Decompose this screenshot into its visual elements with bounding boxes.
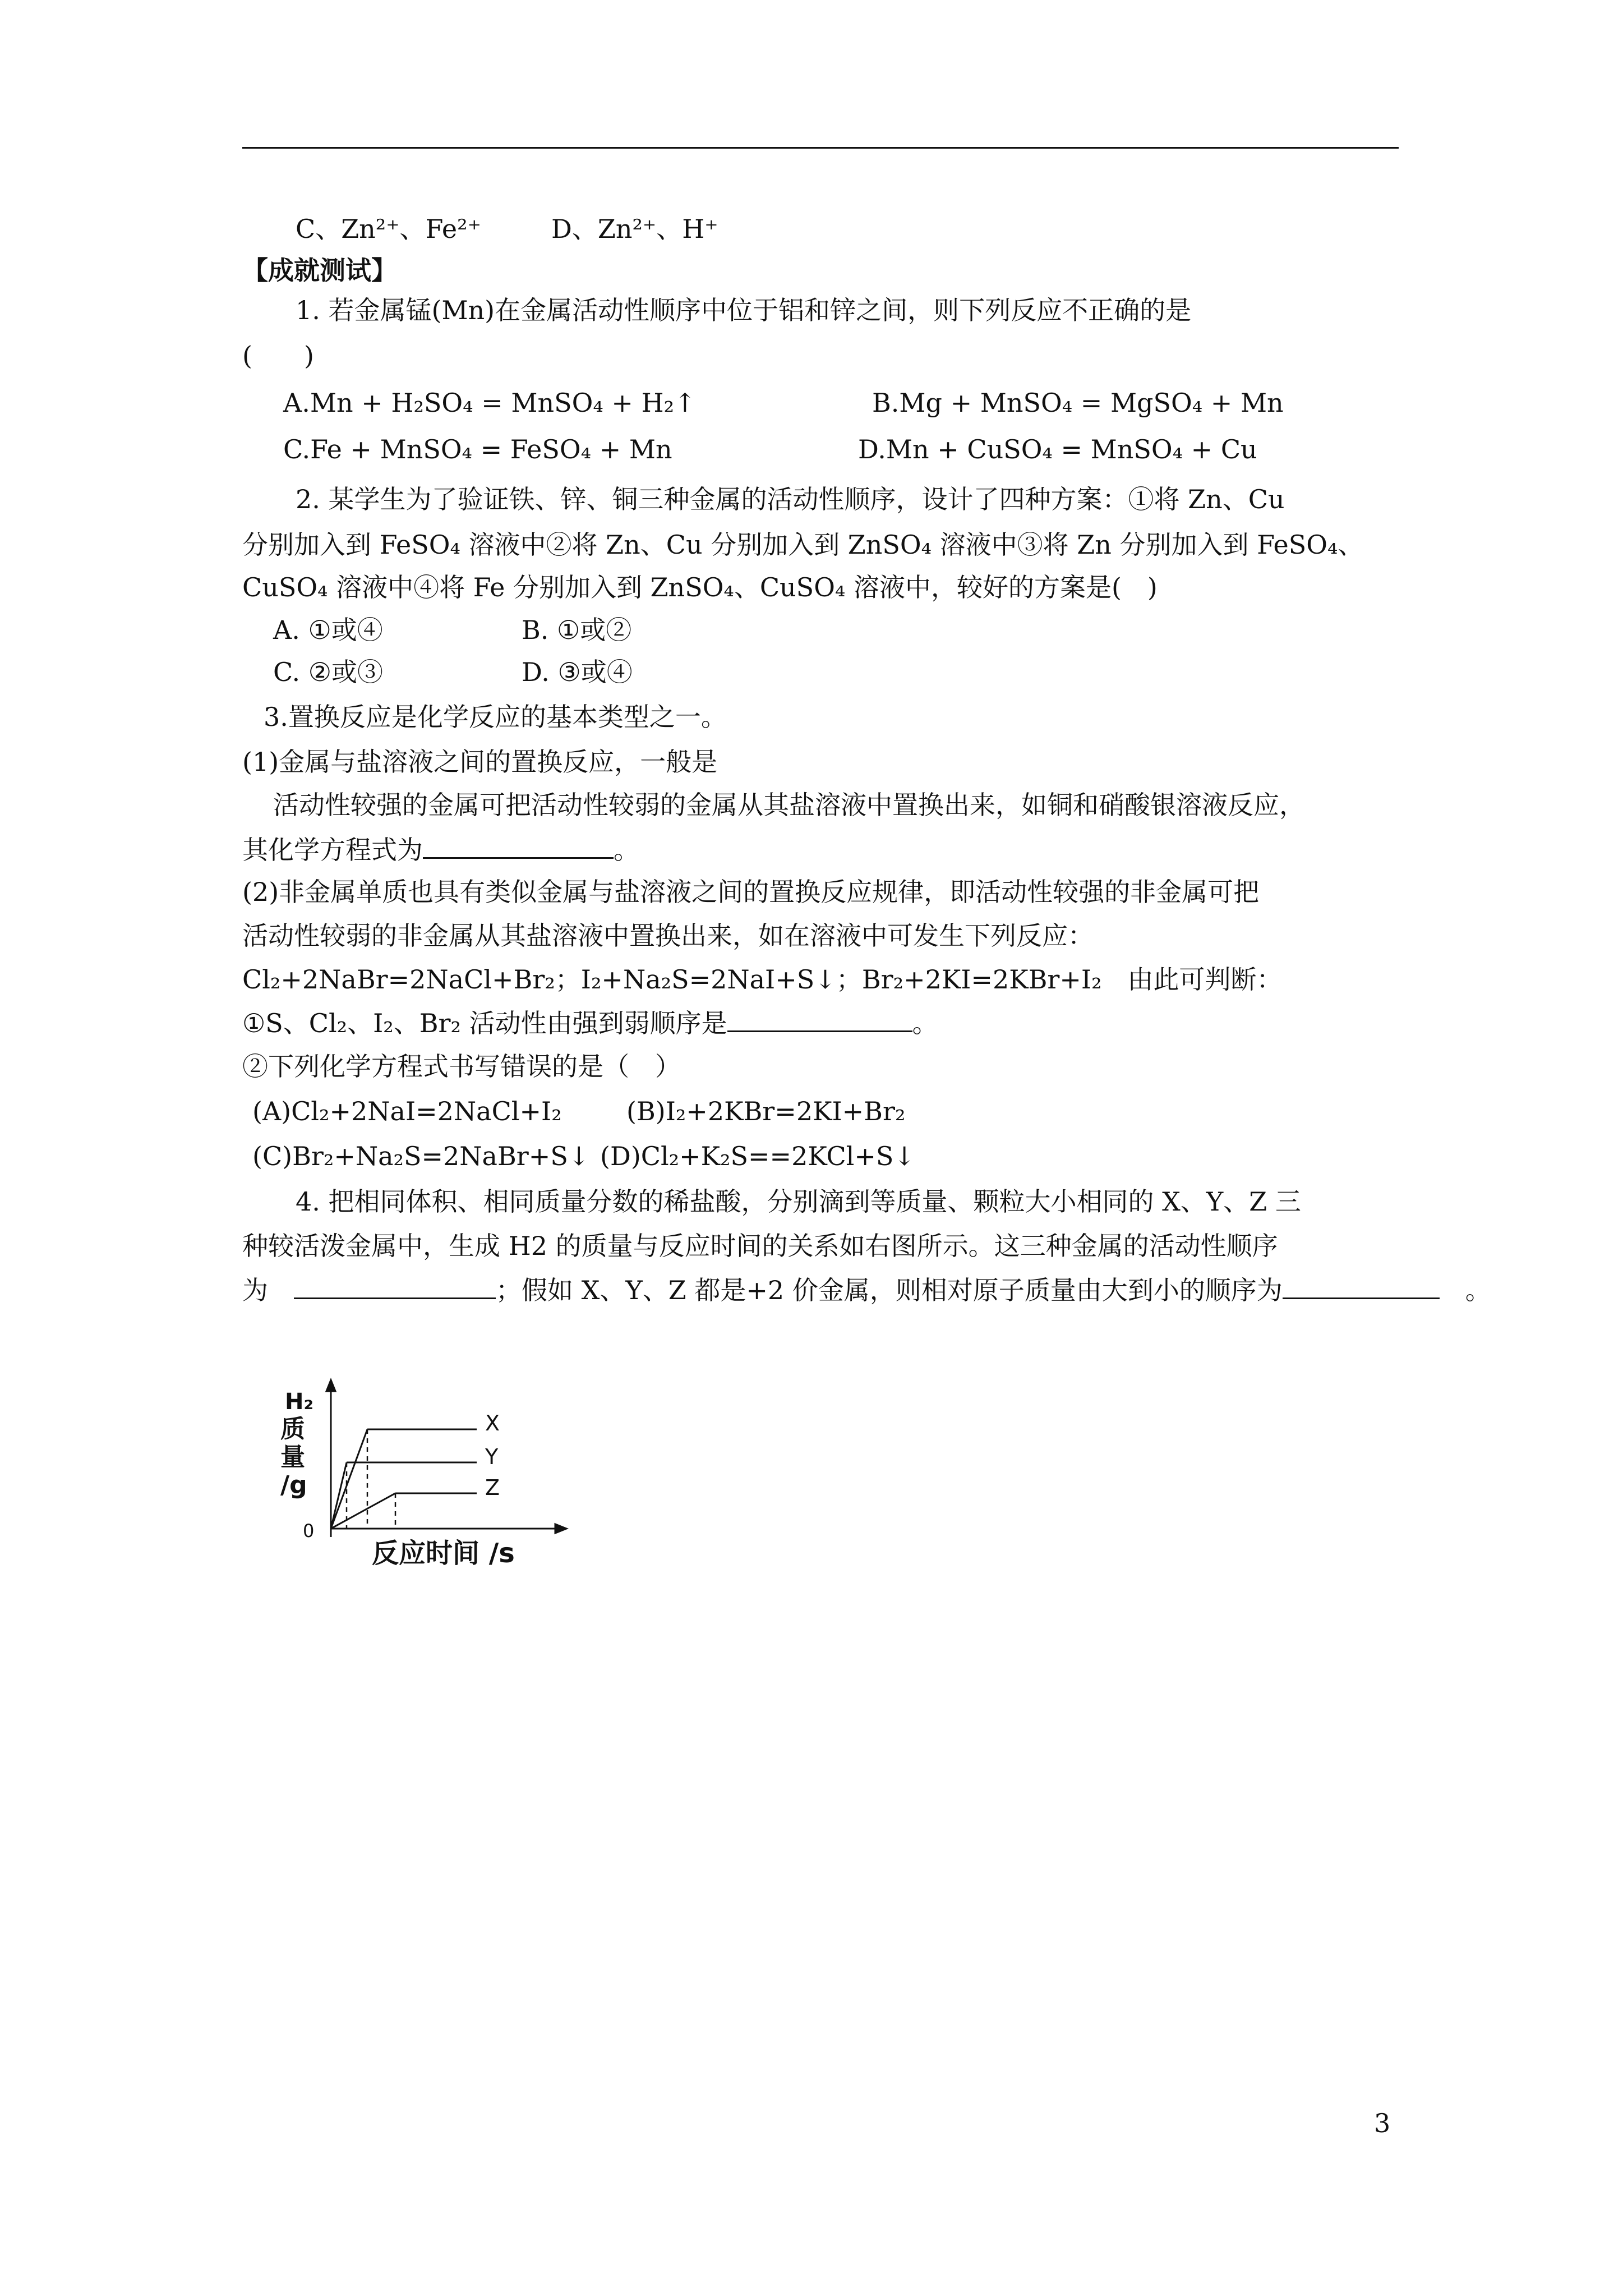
series-label-z: Z — [485, 1475, 500, 1500]
q2-option-d: D. ③或④ — [522, 657, 633, 687]
curve-x-rise — [331, 1429, 367, 1529]
curve-y-rise — [331, 1462, 347, 1529]
y-axis-label-unit: /g — [280, 1471, 307, 1499]
y-axis-label-liang: 量 — [280, 1443, 305, 1471]
q2-option-c: C. ②或③ — [273, 657, 384, 687]
q3-sub1-text: ①S、Cl₂、I₂、Br₂ 活动性由强到弱顺序是 — [242, 1008, 727, 1038]
prev-option-d: D、Zn²⁺、H⁺ — [551, 214, 718, 244]
y-axis-label-zhi: 质 — [280, 1415, 305, 1443]
q1-paren: ( ) — [242, 341, 314, 371]
q3-part1-line3 — [242, 832, 639, 867]
q2-line3: CuSO₄ 溶液中④将 Fe 分别加入到 ZnSO₄、CuSO₄ 溶液中，较好的方案是( ) — [242, 572, 1158, 602]
series-label-y: Y — [485, 1444, 499, 1469]
answer-blank-equation[interactable] — [423, 832, 614, 859]
q2-option-a: A. ①或④ — [273, 615, 383, 645]
q1-option-c: C.Fe + MnSO₄ = FeSO₄ + Mn — [283, 434, 672, 464]
q3-title: 3.置换反应是化学反应的基本类型之一。 — [264, 702, 727, 732]
series-label-x: X — [485, 1411, 500, 1435]
h2-mass-time-figure — [264, 1374, 578, 1599]
q3-option-b: (B)I₂+2KBr=2KI+Br₂ — [626, 1096, 906, 1126]
section-title: 【成就测试】 — [242, 255, 397, 286]
q3-sub1-period: 。 — [912, 1008, 938, 1038]
q1-option-b: B.Mg + MnSO₄ = MgSO₄ + Mn — [872, 388, 1284, 418]
q4-line2: 种较活泼金属中，生成 H2 的质量与反应时间的关系如右图所示。这三种金属的活动性顺序 — [242, 1231, 1278, 1261]
y-axis-label-h2: H₂ — [285, 1389, 313, 1415]
q3-part1-line3-text: 其化学方程式为 — [242, 835, 423, 865]
q3-option-c: (C)Br₂+Na₂S=2NaBr+S↓ — [252, 1141, 590, 1171]
q3-part2-line2: 活动性较弱的非金属从其盐溶液中置换出来，如在溶液中可发生下列反应： — [242, 921, 1094, 951]
q3-part1-line2: 活动性较强的金属可把活动性较弱的金属从其盐溶液中置换出来，如铜和硝酸银溶液反应， — [273, 790, 1305, 820]
answer-blank-activity[interactable] — [294, 1273, 496, 1299]
q3-sub2: ②下列化学方程式书写错误的是（ ） — [242, 1051, 681, 1082]
q3-option-a: (A)Cl₂+2NaI=2NaCl+I₂ — [252, 1096, 562, 1126]
q4-line3 — [242, 1273, 1491, 1307]
q3-part1: (1)金属与盐溶液之间的置换反应，一般是 — [242, 747, 718, 777]
origin-label: 0 — [303, 1520, 315, 1542]
q3-part2-line1: (2)非金属单质也具有类似金属与盐溶液之间的置换反应规律，即活动性较强的非金属可把 — [242, 877, 1260, 907]
q2-line1: 2. 某学生为了验证铁、锌、铜三种金属的活动性顺序，设计了四种方案：①将 Zn、Cu — [296, 484, 1285, 514]
curve-z-rise — [331, 1493, 395, 1529]
q3-part1-period: 。 — [614, 835, 639, 865]
answer-blank-mass[interactable] — [1283, 1273, 1440, 1299]
q4-line3-middle: ；假如 X、Y、Z 都是+2 价金属，则相对原子质量由大到小的顺序为 — [496, 1275, 1283, 1305]
q3-option-d: (D)Cl₂+K₂S==2KCl+S↓ — [600, 1141, 915, 1171]
q4-line1: 4. 把相同体积、相同质量分数的稀盐酸，分别滴到等质量、颗粒大小相同的 X、Y、Z 三 — [296, 1186, 1301, 1217]
prev-option-c: C、Zn²⁺、Fe²⁺ — [296, 214, 481, 244]
q2-line2: 分别加入到 FeSO₄ 溶液中②将 Zn、Cu 分别加入到 ZnSO₄ 溶液中③将 Zn 分别加入到 FeSO₄、 — [242, 530, 1364, 560]
x-axis-arrow — [555, 1524, 566, 1533]
q3-part2-line3: Cl₂+2NaBr=2NaCl+Br₂；I₂+Na₂S=2NaI+S↓；Br₂+2KI=2KBr+I₂ 由此可判断： — [242, 964, 1283, 995]
q3-sub1 — [242, 1006, 938, 1040]
q1-option-a: A.Mn + H₂SO₄ = MnSO₄ + H₂↑ — [283, 388, 696, 418]
answer-blank-order[interactable] — [727, 1006, 912, 1032]
q4-line3-start: 为 — [242, 1275, 268, 1305]
y-axis-arrow — [326, 1380, 335, 1391]
header-rule — [242, 147, 1399, 149]
q4-line3-end: 。 — [1465, 1275, 1491, 1305]
q2-option-b: B. ①或② — [522, 615, 632, 645]
q1-stem: 1. 若金属锰(Mn)在金属活动性顺序中位于铝和锌之间，则下列反应不正确的是 — [296, 295, 1192, 325]
q1-option-d: D.Mn + CuSO₄ = MnSO₄ + Cu — [858, 434, 1257, 464]
page-number: 3 — [1374, 2108, 1391, 2138]
x-axis-label: 反应时间 /s — [372, 1538, 515, 1569]
